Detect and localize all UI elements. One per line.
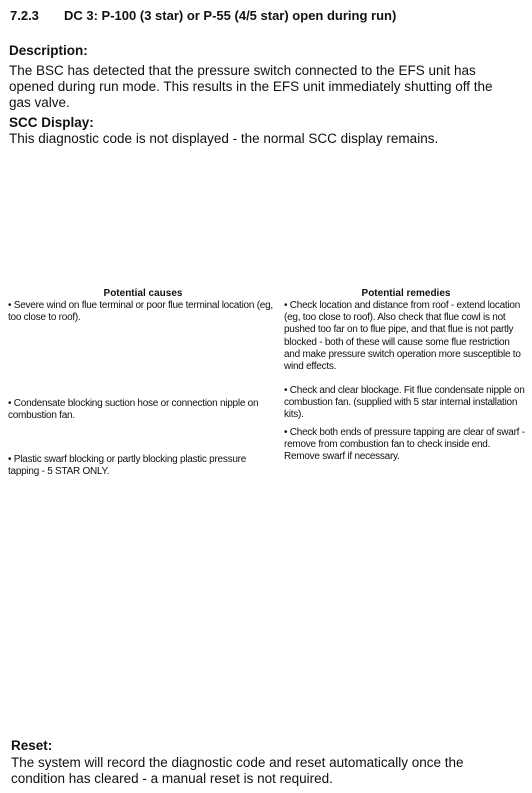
remedies-header: Potential remedies [361,288,451,299]
scc-display-text: This diagnostic code is not displayed - the normal SCC display remains. [9,131,439,146]
remedy-cell-1: • Check location and distance from roof - extend location (eg, too close to roof). Also check that flue cowl is not pushed too far on to flue pipe, and that flue is not partly blocked - both of these will cause some flue restriction and make pressure switch operation more susceptible to wind effects. [284,300,521,373]
description-text: The BSC has detected that the pressure switch connected to the EFS unit has opened during run mode. This results in the EFS unit immediately shutting off the gas valve. [9,63,493,110]
remedy-cell-2: • Check and clear blockage. Fit flue condensate nipple on combustion fan. (supplied with 5 star internal installation kits). [284,385,525,421]
cause-cell-1: • Severe wind on flue terminal or poor flue terminal location (eg, too close to roof). [8,300,273,324]
reset-text: The system will record the diagnostic code and reset automatically once the condition has cleared - a manual reset is not required. [11,755,464,786]
causes-column [8,288,278,478]
section-title [10,8,396,23]
cause-cell-3: • Plastic swarf blocking or partly blocking plastic pressure tapping - 5 STAR ONLY. [8,454,247,478]
section-number: 7.2.3 [10,8,39,23]
reset-heading: Reset: [11,738,53,753]
cause-cell-2: • Condensate blocking suction hose or connection nipple on combustion fan. [8,398,259,422]
description-heading: Description: [9,43,88,58]
section-title-text: DC 3: P-100 (3 star) or P-55 (4/5 star) open during run) [64,8,397,23]
remedies-column [284,288,528,463]
remedy-cell-3: • Check both ends of pressure tapping are clear of swarf - remove from combustion fan to check inside end. Remove swarf if necessary. [284,427,525,463]
causes-header: Potential causes [103,288,183,299]
scc-display-heading: SCC Display: [9,115,94,130]
